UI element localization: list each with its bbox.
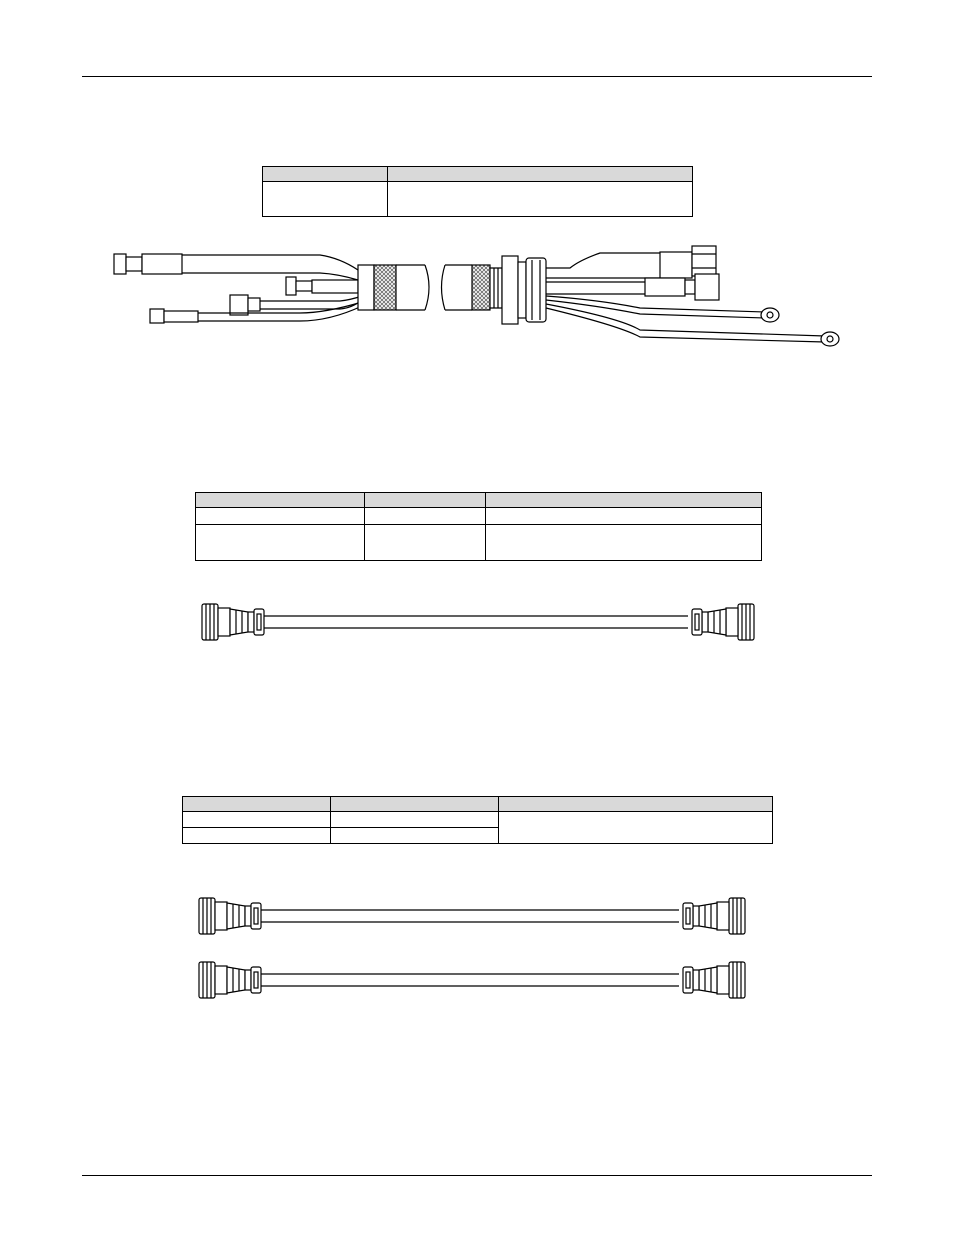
left-connector <box>199 898 261 934</box>
cable-line <box>261 974 679 986</box>
right-connector <box>683 898 745 934</box>
table-cell <box>331 812 499 828</box>
control-cable-drawing <box>200 600 756 644</box>
left-connector <box>202 604 264 640</box>
table-cell <box>196 508 365 525</box>
header-rule <box>82 76 872 77</box>
table-header-cell <box>486 493 762 508</box>
footer-rule <box>82 1175 872 1176</box>
hose-lead-assembly-drawing <box>100 238 850 353</box>
right-bundle <box>442 256 547 324</box>
table-cell <box>486 508 762 525</box>
cable-pair-drawing-top <box>197 894 747 938</box>
table-1 <box>262 166 693 217</box>
table-header-cell <box>263 167 388 182</box>
table-cell <box>183 828 331 844</box>
table-cell <box>183 812 331 828</box>
left-bundle <box>358 265 429 310</box>
table-row <box>183 812 773 828</box>
table-row <box>196 508 762 525</box>
table-cell <box>196 525 365 561</box>
cable-line <box>261 910 679 922</box>
table-cell <box>331 828 499 844</box>
table-header-cell <box>196 493 365 508</box>
table-header-cell <box>499 797 773 812</box>
table-cell <box>365 525 486 561</box>
left-connector <box>199 962 261 998</box>
table-header-row <box>196 493 762 508</box>
table-header-cell <box>365 493 486 508</box>
table-cell <box>388 182 693 217</box>
table-cell <box>486 525 762 561</box>
table-header-cell <box>388 167 693 182</box>
right-connector <box>692 604 754 640</box>
table-2 <box>195 492 762 561</box>
table-row <box>196 525 762 561</box>
cable-line <box>264 616 688 628</box>
table-3 <box>182 796 773 844</box>
table-header-cell <box>183 797 331 812</box>
table-cell-merged <box>499 812 773 844</box>
table-header-row <box>183 797 773 812</box>
cable-pair-drawing-bottom <box>197 958 747 1002</box>
left-lead-ends <box>114 254 362 323</box>
table-cell <box>263 182 388 217</box>
table-header-row <box>263 167 693 182</box>
right-lead-ends <box>546 246 839 346</box>
table-cell <box>365 508 486 525</box>
table-row <box>263 182 693 217</box>
right-connector <box>683 962 745 998</box>
table-header-cell <box>331 797 499 812</box>
